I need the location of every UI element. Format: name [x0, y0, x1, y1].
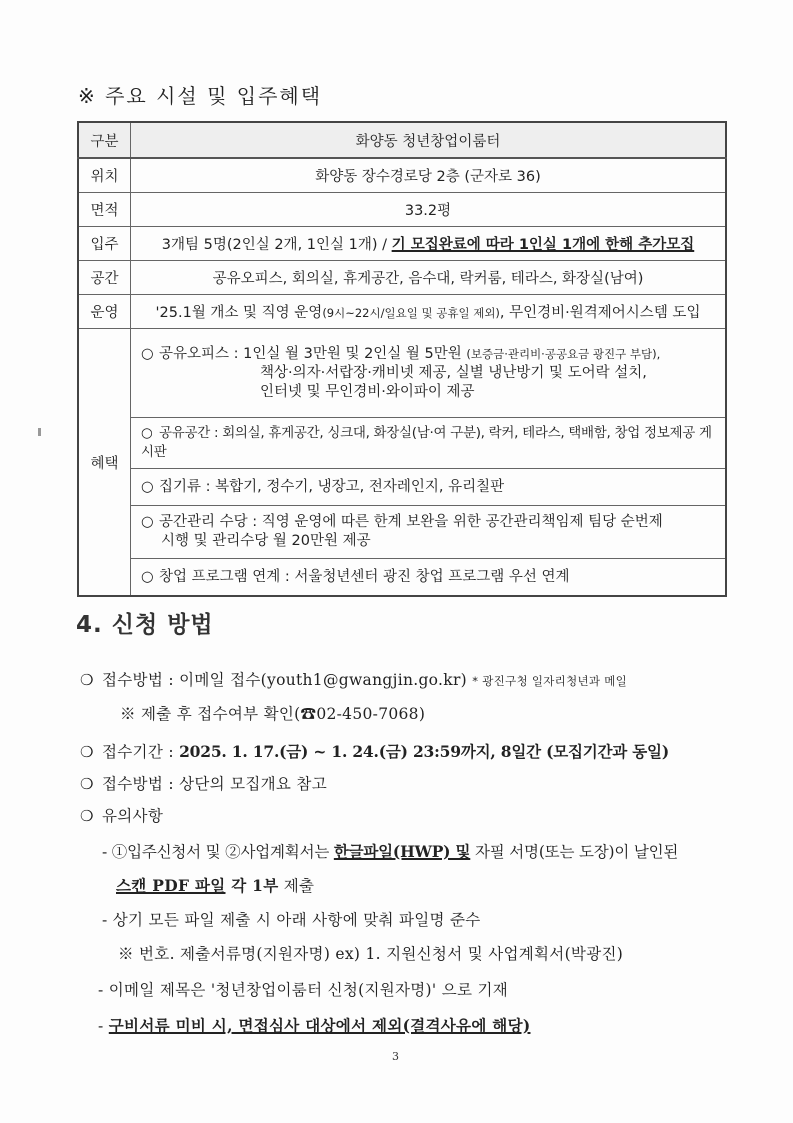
row-label: 면적	[78, 193, 131, 227]
hollow-circle-bullet-icon: ❍	[80, 743, 94, 761]
note-item-files	[102, 840, 678, 862]
benefit-shared-space	[131, 418, 727, 469]
apply-period-value: 2025. 1. 17.(금) ~ 1. 24.(금) 23:59까지, 8일간 (모집기간과 동일)	[179, 742, 669, 761]
scan-artifact	[38, 428, 41, 436]
occupancy-plain: 3개팀 5명(2인실 2개, 1인실 1개) /	[161, 237, 392, 253]
hollow-circle-bullet-icon: ❍	[80, 775, 94, 793]
dash-bullet: -	[98, 1017, 104, 1035]
hollow-circle-bullet-icon: ❍	[80, 807, 94, 825]
row-label-benefits: 혜택	[78, 329, 131, 597]
row-label: 공간	[78, 261, 131, 295]
benefit-text: 시행 및 관리수당 월 20만원 제공	[161, 533, 371, 549]
circle-bullet-icon: ○	[141, 568, 154, 585]
row-label: 운영	[78, 295, 131, 329]
dash-bullet: -	[102, 843, 108, 861]
benefit-text: 공유공간 : 회의실, 휴게공간, 싱크대, 화장실(남·여 구분), 락커, 테라스, 택배함, 창업 정보제공 게시판	[141, 425, 712, 460]
facility-section-title: ※ 주요 시설 및 입주혜택	[78, 84, 323, 108]
note-text: 제출	[278, 877, 315, 895]
apply-item-period	[80, 740, 669, 762]
section-heading-apply: 4. 신청 방법	[76, 612, 214, 638]
operation-text-2: , 무인경비·원격제어시스템 도입	[499, 305, 701, 321]
apply-text: 유의사항	[102, 807, 164, 825]
note-item-subject	[98, 978, 508, 1000]
table-row-operation	[78, 295, 726, 329]
row-value	[131, 227, 727, 261]
note-item-filename	[102, 908, 481, 930]
apply-text: ※ 제출 후 접수여부 확인(☎02-450-7068)	[120, 705, 426, 723]
benefit-text: 창업 프로그램 연계 : 서울청년센터 광진 창업 프로그램 우선 연계	[159, 568, 570, 585]
circle-bullet-icon: ○	[141, 345, 154, 362]
apply-text: 접수기간 :	[102, 743, 180, 761]
occupancy-emphasis: 기 모집완료에 따라 1인실 1개에 한해 추가모집	[391, 237, 695, 253]
benefit-text: 인터넷 및 무인경비·와이파이 제공	[260, 383, 475, 400]
note-item-files-cont	[116, 874, 314, 896]
facility-table	[77, 121, 727, 597]
note-emphasis: 스캔 PDF 파일	[116, 876, 226, 895]
note-emphasis: 구비서류 미비 시, 면접심사 대상에서 제외(결격사유에 해당)	[108, 1016, 531, 1035]
table-row-benefit-5	[78, 559, 726, 597]
row-label: 위치	[78, 158, 131, 193]
operation-text: '25.1월 개소 및 직영 운영	[155, 305, 323, 321]
page-number: 3	[392, 1050, 399, 1063]
benefit-text: 공간관리 수당 : 직영 운영에 따른 한계 보완을 위한 공간관리책임제 팀당 순번제	[159, 514, 663, 530]
apply-item-method-2	[80, 772, 327, 794]
circle-bullet-icon: ○	[141, 478, 154, 495]
table-row-occupancy	[78, 227, 726, 261]
apply-text: 접수방법 : 상단의 모집개요 참고	[102, 775, 327, 793]
apply-item-notes	[80, 804, 163, 826]
table-row-benefit-2	[78, 418, 726, 469]
benefit-fixtures	[131, 469, 727, 506]
benefit-shared-office	[131, 329, 727, 418]
apply-text: 접수방법 : 이메일 접수(youth1@gwangjin.go.kr)	[102, 671, 468, 689]
apply-item-confirm	[120, 702, 425, 724]
row-label: 입주	[78, 227, 131, 261]
benefit-text: 공유오피스 : 1인실 월 3만원 및 2인실 월 5만원	[159, 345, 462, 362]
dash-bullet: -	[102, 911, 108, 929]
row-value: 화양동 장수경로당 2층 (군자로 36)	[131, 158, 727, 193]
benefit-text: 집기류 : 복합기, 정수기, 냉장고, 전자레인지, 유리칠판	[159, 478, 505, 495]
table-header-row	[78, 122, 726, 158]
note-text: ①입주신청서 및 ②사업계획서는	[111, 843, 334, 861]
note-emphasis: 각 1부	[225, 876, 279, 895]
benefit-note: (보증금·관리비·공공요금 광진구 부담),	[466, 346, 661, 361]
row-value	[131, 295, 727, 329]
table-row-benefit-3	[78, 469, 726, 506]
benefit-program-link	[131, 559, 727, 597]
table-row-benefit-1	[78, 329, 726, 418]
note-text: 이메일 제목은 '청년창업이룸터 신청(지원자명)' 으로 기재	[108, 981, 509, 999]
note-text: ※ 번호. 제출서류명(지원자명) ex) 1. 지원신청서 및 사업계획서(박광진)	[118, 945, 624, 963]
hollow-circle-bullet-icon: ❍	[80, 671, 94, 689]
dash-bullet: -	[98, 981, 104, 999]
circle-bullet-icon: ○	[141, 425, 153, 441]
circle-bullet-icon: ○	[141, 514, 154, 530]
note-text: 상기 모든 파일 제출 시 아래 사항에 맞춰 파일명 준수	[112, 911, 481, 929]
note-item-exclusion	[98, 1014, 530, 1036]
header-label: 구분	[78, 122, 131, 158]
header-value: 화양동 청년창업이룸터	[131, 122, 727, 158]
note-item-filename-example	[118, 942, 623, 964]
benefit-management-allowance	[131, 506, 727, 559]
apply-item-method	[80, 668, 627, 690]
row-value: 공유오피스, 회의실, 휴게공간, 음수대, 락커룸, 테라스, 화장실(남여)	[131, 261, 727, 295]
table-row-benefit-4	[78, 506, 726, 559]
table-row-location	[78, 158, 726, 193]
operation-hours: (9시~22시/일요일 및 공휴일 제외)	[322, 306, 500, 320]
benefit-text: 책상·의자·서랍장·캐비넷 제공, 실별 냉난방기 및 도어락 설치,	[260, 364, 647, 381]
note-emphasis: 한글파일(HWP) 및	[333, 842, 471, 861]
table-row-space	[78, 261, 726, 295]
row-value: 33.2평	[131, 193, 727, 227]
table-row-area	[78, 193, 726, 227]
note-text: 자필 서명(또는 도장)이 날인된	[470, 843, 679, 861]
apply-note: * 광진구청 일자리청년과 메일	[472, 674, 628, 688]
